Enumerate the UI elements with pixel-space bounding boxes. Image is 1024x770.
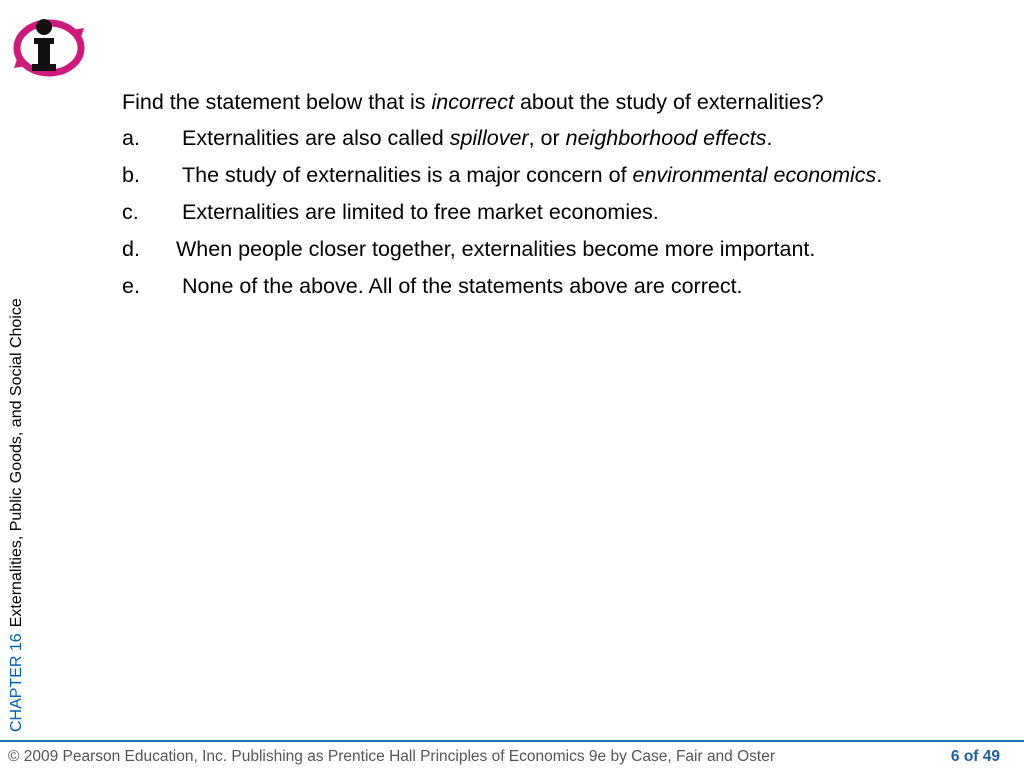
- info-logo-icon: [12, 16, 86, 80]
- chapter-title: Externalities, Public Goods, and Social Choice: [8, 298, 25, 628]
- question-stem: Find the statement below that is incorrect about the study of externalities?: [122, 90, 824, 114]
- option-d[interactable]: [122, 233, 962, 265]
- option-text: Externalities are limited to free market economies.: [182, 200, 659, 224]
- option-letter: a.: [122, 126, 140, 150]
- slide-footer: [0, 740, 1024, 770]
- option-text: Externalities are also called spillover, or neighborhood effects.: [182, 126, 773, 150]
- page-number: 6 of 49: [950, 748, 1000, 765]
- question-block: [122, 86, 962, 307]
- option-text: When people closer together, externalities become more important.: [176, 237, 816, 261]
- option-a[interactable]: [122, 122, 962, 154]
- option-text: The study of externalities is a major concern of environmental economics.: [182, 163, 883, 187]
- option-letter: e.: [122, 274, 140, 298]
- option-letter: b.: [122, 163, 140, 187]
- option-letter: c.: [122, 200, 139, 224]
- option-letter: d.: [122, 237, 140, 261]
- chapter-number: CHAPTER 16: [8, 633, 25, 732]
- footer-copyright: © 2009 Pearson Education, Inc. Publishing as Prentice Hall Principles of Economics 9e by Case, Fair and Oster: [8, 748, 776, 765]
- option-c[interactable]: [122, 196, 962, 228]
- option-text: None of the above. All of the statements above are correct.: [182, 274, 743, 298]
- chapter-side-label: [8, 298, 26, 732]
- option-b[interactable]: [122, 159, 962, 191]
- option-e[interactable]: [122, 270, 962, 302]
